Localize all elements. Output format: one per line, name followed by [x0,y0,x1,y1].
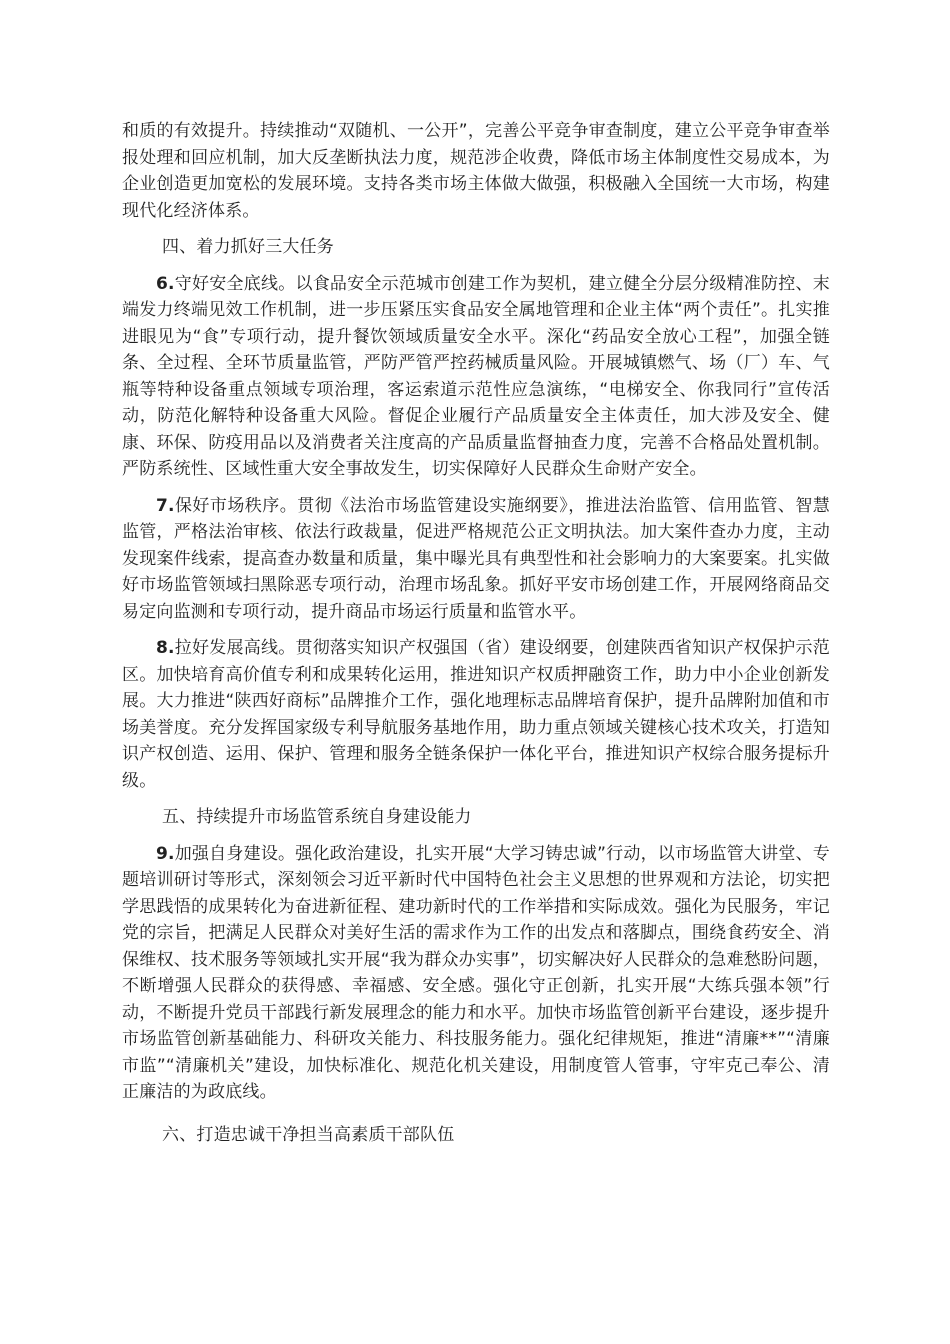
item-number-7: 7. [156,495,175,516]
paragraph-item-8 [122,635,830,794]
document-page [122,118,830,1148]
item-text-7: 保好市场秩序。贯彻《法治市场监管建设实施纲要》，推进法治监管、信用监管、智慧监管，严格法治审核、依法行政裁量，促进严格规范公正文明执法。加大案件查办力度，主动发现案件线索，提高查办数量和质量，集中曝光具有典型性和社会影响力的大案要案。扎实做好市场监管领域扫黑除恶专项行动，治理市场乱象。抓好平安市场创建工作，开展网络商品交易定向监测和专项行动，提升商品市场运行质量和监管水平。 [122,495,830,622]
paragraph-item-9 [122,841,830,1106]
item-number-9: 9. [156,843,175,864]
item-text-9: 加强自身建设。强化政治建设，扎实开展“大学习铸忠诚”行动，以市场监管大讲堂、专题培训研讨等形式，深刻领会习近平新时代中国特色社会主义思想的世界观和方法论，切实把学思践悟的成果转化为奋进新征程、建功新时代的工作举措和实际成效。强化为民服务，牢记党的宗旨，把满足人民群众对美好生活的需求作为工作的出发点和落脚点，围绕食药安全、消保维权、技术服务等领域扎实开展“我为群众办实事”，切实解决好人民群众的急难愁盼问题，不断增强人民群众的获得感、幸福感、安全感。强化守正创新，扎实开展“大练兵强本领”行动，不断提升党员干部践行新发展理念的能力和水平。加快市场监管创新平台建设，逐步提升市场监管创新基础能力、科研攻关能力、科技服务能力。强化纪律规矩，推进“清廉**”“清廉市监”“清廉机关”建设，加快标准化、规范化机关建设，用制度管人管事，守牢克己奉公、清正廉洁的为政底线。 [122,843,830,1102]
paragraph-item-7 [122,493,830,626]
paragraph-item-6 [122,271,830,483]
item-text-6: 守好安全底线。以食品安全示范城市创建工作为契机，建立健全分层分级精准防控、末端发力终端见效工作机制，进一步压紧压实食品安全属地管理和企业主体“两个责任”。扎实推进眼见为“食”专项行动，提升餐饮领域质量安全水平。深化“药品安全放心工程”，加强全链条、全过程、全环节质量监管，严防严管严控药械质量风险。开展城镇燃气、场（厂）车、气瓶等特种设备重点领域专项治理，客运索道示范性应急演练，“电梯安全、你我同行”宣传活动，防范化解特种设备重大风险。督促企业履行产品质量安全主体责任，加大涉及安全、健康、环保、防疫用品以及消费者关注度高的产品质量监督抽查力度，完善不合格品处置机制。严防系统性、区域性重大安全事故发生，切实保障好人民群众生命财产安全。 [122,273,830,479]
item-number-8: 8. [156,638,175,658]
section-heading-5: 五、持续提升市场监管系统自身建设能力 [162,807,472,827]
section-heading-6: 六、打造忠诚干净担当高素质干部队伍 [162,1124,455,1145]
item-text-8: 拉好发展高线。贯彻落实知识产权强国（省）建设纲要，创建陕西省知识产权保护示范区。加快培育高价值专利和成果转化运用，推进知识产权质押融资工作，助力中小企业创新发展。大力推进“陕西好商标”品牌推介工作，强化地理标志品牌培育保护，提升品牌附加值和市场美誉度。充分发挥国家级专利导航服务基地作用，助力重点领域关键核心技术攻关，打造知识产权创造、运用、保护、管理和服务全链条保护一体化平台，推进知识产权综合服务提标升级。 [122,638,830,791]
section-heading-4: 四、着力抓好三大任务 [162,237,334,257]
item-number-6: 6. [156,273,175,294]
paragraph-continuation: 和质的有效提升。持续推动“双随机、一公开”，完善公平竞争审查制度，建立公平竞争审查举报处理和回应机制，加大反垄断执法力度，规范涉企收费，降低市场主体制度性交易成本，为企业创造更加宽松的发展环境。支持各类市场主体做大做强，积极融入全国统一大市场，构建现代化经济体系。 [122,121,830,221]
